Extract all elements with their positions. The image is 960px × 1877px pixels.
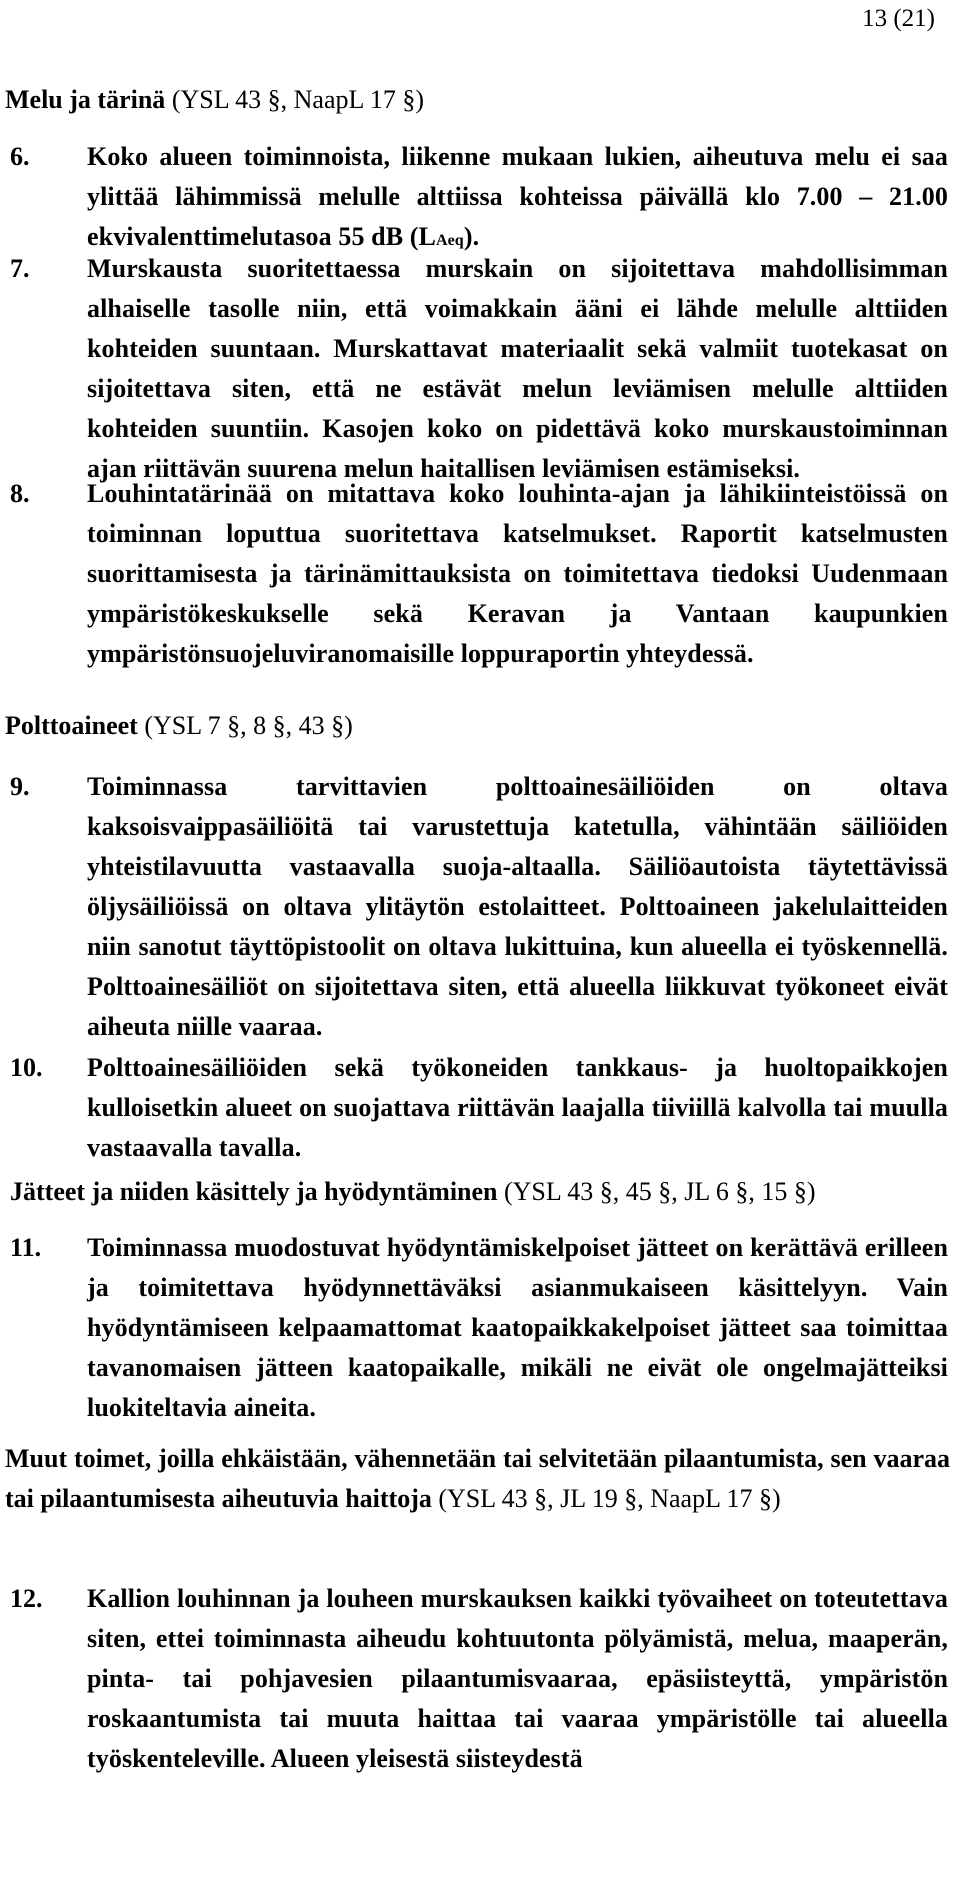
list-item-6 xyxy=(10,137,948,261)
list-item-10 xyxy=(10,1048,948,1168)
section-reference: (YSL 7 §, 8 §, 43 §) xyxy=(137,711,353,740)
list-item-11 xyxy=(10,1228,948,1428)
item-number: 9. xyxy=(10,772,30,801)
item-text: Louhintatärinää on mitattava koko louhinta-ajan ja lähikiinteistöissä on toiminnan loputtua suoritettava katselmukset. Raportit katselmusten suorittamisesta ja tärinämittauksista on toimitettava tiedoksi Uudenmaan ympäristökeskukselle sekä Keravan ja Vantaan kaupunkien ympäristönsuojeluviranomaisille loppuraportin yhteydessä. xyxy=(87,479,948,668)
section-title: Melu ja tärinä xyxy=(5,85,166,114)
list-item-12 xyxy=(10,1579,948,1779)
section-title: Jätteet ja niiden käsittely ja hyödyntäminen xyxy=(10,1177,498,1206)
list-item-8 xyxy=(10,474,948,674)
item-number: 12. xyxy=(10,1584,43,1613)
section-reference: (YSL 43 §, 45 §, JL 6 §, 15 §) xyxy=(497,1177,816,1206)
item-text: Toiminnassa tarvittavien polttoainesäiliöiden on oltava kaksoisvaippasäiliöitä tai varustettuja katetulla, vähintään säiliöiden yhteistilavuutta vastaavalla suoja-altaalla. Säiliöautoista täytettävissä öljysäiliöissä on oltava ylitäytön estolaitteet. Polttoaineen jakelulaitteiden niin sanotut täyttöpistoolit on oltava lukittuina, kun alueella ei työskennellä. Polttoainesäiliöt on sijoitettava siten, että alueella liikkuvat työkoneet eivät aiheuta niille vaaraa. xyxy=(87,772,948,1041)
item-number: 11. xyxy=(10,1233,42,1262)
section-reference: (YSL 43 §, NaapL 17 §) xyxy=(165,85,425,114)
list-item-9 xyxy=(10,767,948,1047)
item-text: Kallion louhinnan ja louheen murskauksen kaikki työvaiheet on toteutettava siten, ettei toiminnasta aiheudu kohtuutonta pölyämistä, melua, maaperän, pinta- tai pohjavesien pilaantumisvaaraa, epäsiisteyttä, ympäristön roskaantumista tai muuta haittaa tai vaaraa ympäristölle tai alueella työskenteleville. Alueen yleisestä siisteydestä xyxy=(87,1584,948,1773)
section-heading-fuels xyxy=(5,706,353,746)
section-title: Muut toimet, joilla ehkäistään, vähennetään tai selvitetään pilaantumista, sen vaaraa tai pilaantumisesta aiheutuvia haittoja xyxy=(5,1444,950,1513)
item-number: 6. xyxy=(10,142,30,171)
item-number: 7. xyxy=(10,254,30,283)
section-heading-other xyxy=(5,1439,950,1519)
list-item-7 xyxy=(10,249,948,489)
section-reference: (YSL 43 §, JL 19 §, NaapL 17 §) xyxy=(431,1484,781,1513)
section-heading-noise xyxy=(5,80,424,120)
page-number: 13 (21) xyxy=(862,5,935,32)
item-text: Toiminnassa muodostuvat hyödyntämiskelpoiset jätteet on kerättävä erilleen ja toimitettava hyödynnettäväksi asianmukaiseen käsittelyyn. Vain hyödyntämiseen kelpaamattomat kaatopaikkakelpoiset jätteet saa toimittaa tavanomaisen jätteen kaatopaikalle, mikäli ne eivät ole ongelmajätteiksi luokiteltavia aineita. xyxy=(87,1233,948,1422)
section-title: Polttoaineet xyxy=(5,711,138,740)
item-number: 8. xyxy=(10,479,30,508)
item-text: Koko alueen toiminnoista, liikenne mukaan lukien, aiheutuva melu ei saa ylittää lähimmissä melulle alttiissa kohteissa päivällä klo 7.00 – 21.00 ekvivalenttimelutasoa 55 dB (LAeq). xyxy=(87,142,948,251)
item-text: Polttoainesäiliöiden sekä työkoneiden tankkaus- ja huoltopaikkojen kulloisetkin alueet on suojattava riittävän laajalla tiiviillä kalvolla tai muulla vastaavalla tavalla. xyxy=(87,1053,948,1162)
subscript: Aeq xyxy=(435,232,464,249)
item-number: 10. xyxy=(10,1053,43,1082)
item-text: Murskausta suoritettaessa murskain on sijoitettava mahdollisimman alhaiselle tasolle niin, että voimakkain ääni ei lähde melulle alttiiden kohteiden suuntaan. Murskattavat materiaalit sekä valmiit tuotekasat on sijoitettava siten, että ne estävät melun leviämisen melulle alttiiden kohteiden suuntiin. Kasojen koko on pidettävä koko murskaustoiminnan ajan riittävän suurena melun haitallisen leviämisen estämiseksi. xyxy=(87,254,948,483)
section-heading-waste xyxy=(10,1172,816,1212)
